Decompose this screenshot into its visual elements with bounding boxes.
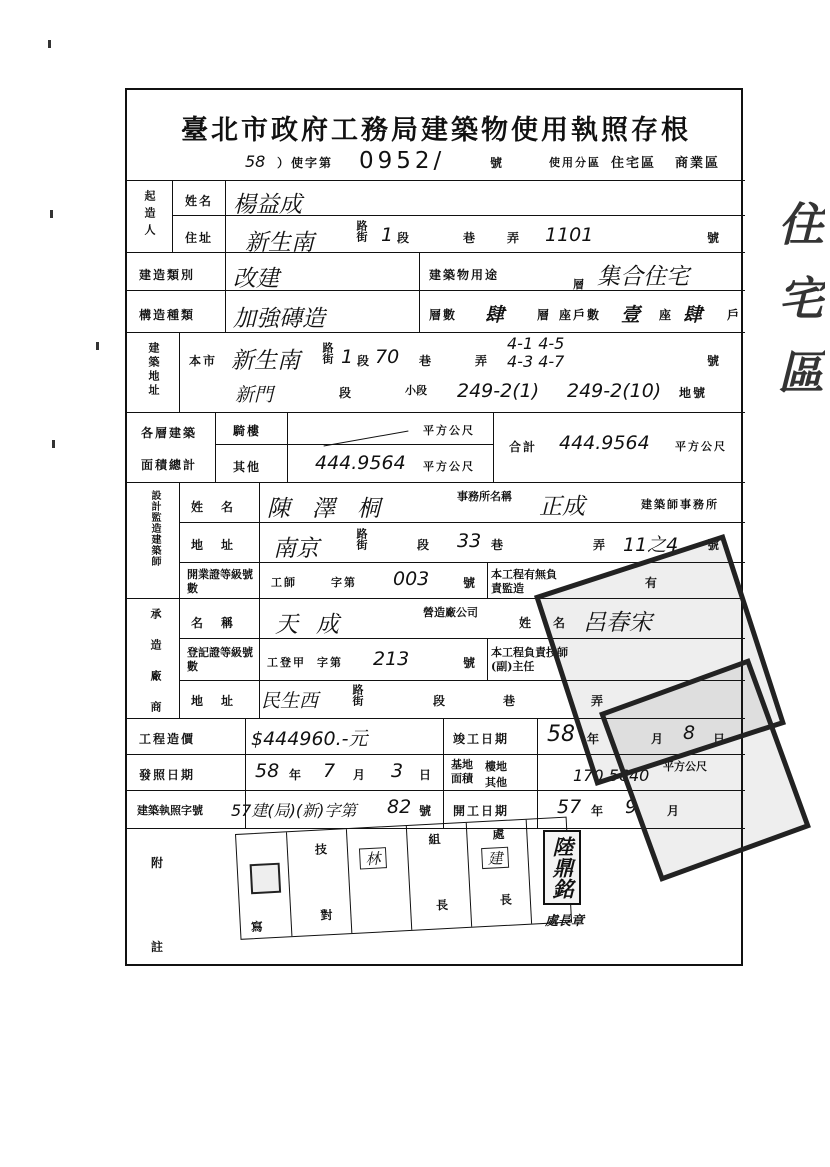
rule-v [443,718,444,828]
scan-speck [96,342,99,350]
total-unit: 平方公尺 [675,440,727,453]
contractor-road-label: 路街 [351,684,364,706]
area-group-label-1: 各層建築 [141,426,198,440]
form-title: 臺北市政府工務局建築物使用執照存根 [181,115,691,146]
sig-clerk: 寫 [250,919,266,935]
seat-unit: 座 [659,308,674,322]
notes-label-bottom: 註 [151,940,166,954]
architect-road-label: 路街 [355,528,368,550]
owner-name: 楊益成 [233,192,302,218]
contractor-addr-label: 地址 [191,694,252,708]
start-year-label: 年 [591,804,606,818]
architect-lane-label: 巷 [491,538,506,552]
cost-label: 工程造價 [139,732,196,746]
zone-label: 使用分區 [549,156,601,169]
permit-no-value: 82 [387,796,412,818]
site-section: 1 [341,346,354,368]
contractor-alley-label: 弄 [591,694,606,708]
supervise-label: 本工程有無負責監造 [491,568,557,595]
rule-v [179,332,180,412]
permit-word: ）使字第 [277,156,334,170]
director-seal-label: 處長章 [545,914,585,929]
complete-year: 58 [547,722,575,747]
owner-section-label: 段 [397,231,412,245]
owner-addr-street: 新生南 [245,230,314,256]
start-label: 開工日期 [453,804,510,818]
owner-road-label: 路街 [355,220,368,242]
contractor-person: 呂春宋 [583,610,652,636]
rule-v [225,252,226,332]
issue-month-label: 月 [353,768,368,782]
sig-reviewer: 技 [314,842,330,857]
contractor-name: 天成 [275,612,357,638]
type-label: 建造類別 [139,268,196,282]
other-label: 其他 [233,460,262,474]
reg-suffix: 號 [463,656,478,670]
engineer-label: 本工程負責技師(副)主任 [491,646,568,673]
household-unit: 戶 [727,308,742,322]
permit-suffix: 號 [490,156,505,170]
contractor-section-label: 段 [433,694,448,708]
rule-v [287,412,288,482]
zone-residential: 住宅區 [611,156,657,171]
rule-v [179,482,180,718]
owner-number: 1101 [545,224,594,246]
sig-col [466,823,472,927]
base-label: 基地面積 [451,758,473,785]
rule-v [493,412,494,482]
area-group-label-2: 面積總計 [141,458,198,472]
rule-v [215,412,216,482]
architect-name-label: 姓名 [191,500,252,514]
license-suffix: 號 [463,576,478,590]
reg-prefix: 工登甲 [267,656,306,669]
reg-no: 213 [373,648,410,670]
office-label: 事務所名稱 [457,490,512,503]
sig-chief: 組 [428,832,443,847]
seal-small [250,863,282,895]
issue-year-label: 年 [289,768,304,782]
site-numbers: 4-1 4-5 [507,334,565,353]
site-lot-1: 249-2(1) [457,380,540,402]
right-edge-text: 住宅區 [771,200,825,422]
struct-label: 構造種類 [139,308,196,322]
scan-speck [50,210,53,218]
sig-head-sign: 長 [499,892,515,908]
rule-v [172,180,173,252]
site-district-section: 段 [339,386,354,400]
reg-word: 字第 [317,656,343,669]
owner-group-label: 起造人 [143,190,156,241]
permit-no-suffix: 號 [419,804,434,818]
sig-reviewer-sign: 對 [320,907,335,923]
units-value-2: 肆 [683,304,703,326]
license-prefix: 工師 [271,576,297,589]
architect-section-label: 段 [417,538,432,552]
rule [127,332,745,333]
site-area-unit: 平方公尺 [663,760,707,773]
start-month-label: 月 [667,804,682,818]
rule-v [419,252,420,332]
units-label: 座戶數 [559,308,602,322]
complete-month-label: 月 [651,732,666,746]
architect-alley-label: 弄 [593,538,608,552]
scan-speck [48,40,51,48]
sig-col [406,826,412,930]
company-label: 營造廠公司 [423,606,478,619]
owner-no-label: 號 [707,231,722,245]
rule [127,412,745,413]
use-value: 集合住宅 [597,264,689,290]
start-year: 57 [557,796,582,818]
floors-value: 肆 [485,304,505,326]
license-no: 003 [393,568,430,590]
architect-name: 陳澤桐 [267,496,402,522]
sig-chief-sign: 長 [435,897,451,913]
site-lot-2: 249-2(10) [567,380,662,402]
permit-label: 建築執照字號 [137,804,203,817]
office-suffix: 建築師事務所 [641,498,719,511]
rule [127,180,745,181]
arcade-unit: 平方公尺 [423,424,475,437]
director-seal: 陸鼎銘 [543,830,581,905]
notes-label-top: 附 [151,856,166,870]
sig-col [286,832,292,936]
owner-alley-label: 弄 [507,231,522,245]
site-lot-label: 地號 [679,386,708,400]
total-label: 合計 [509,440,538,454]
site-road-label: 路街 [321,342,334,364]
architect-group-label: 設計監造建築師 [149,490,160,567]
site-numbers-b: 4-3 4-7 [507,352,565,371]
issue-day: 3 [391,760,404,782]
sig-col [346,829,352,933]
floor-unit: 層 [537,308,552,322]
issue-day-label: 日 [419,768,434,782]
signature-table [235,817,572,940]
issue-year: 58 [255,760,280,782]
other-unit: 平方公尺 [423,460,475,473]
architect-no-label: 號 [707,538,722,552]
site-lane-label: 巷 [419,354,434,368]
seal-2: 建 [481,847,509,869]
contractor-addr-street: 民生西 [261,690,319,712]
contractor-lane-label: 巷 [503,694,518,708]
site-city-label: 本市 [189,354,218,368]
architect-addr-label: 地址 [191,538,252,552]
license-label: 開業證等級號數 [187,568,253,595]
permit-prefix: 58 [245,152,266,171]
zone-commercial: 商業區 [675,156,721,171]
issue-month: 7 [323,760,336,782]
reg-label: 登記證等級號數 [187,646,253,673]
contractor-group-label: 承造廠商 [149,608,162,732]
rule-v [487,562,488,598]
rule-v [259,482,260,718]
site-no-label: 號 [707,354,722,368]
contractor-person-label: 姓名 [519,616,588,630]
site-street: 新生南 [231,348,300,374]
complete-day-label: 日 [713,732,728,746]
issue-label: 發照日期 [139,768,196,782]
floors-label: 層數 [429,308,458,322]
scan-speck [52,440,55,448]
permit-number: 0952/ [359,148,446,174]
site-district: 新門 [235,384,274,406]
rule-v [487,638,488,680]
site-group-label: 建築地址 [147,342,160,398]
other-value: 444.9564 [315,452,406,474]
site-subsection: 小段 [405,384,427,397]
owner-lane-label: 巷 [463,231,478,245]
sig-head: 處 [492,826,507,842]
site-lane: 70 [375,346,400,368]
type-value: 改建 [233,266,279,292]
rule-v [225,180,226,252]
seal-1: 林 [359,847,387,869]
owner-section: 1 [381,224,394,246]
struct-value: 加強磚造 [233,306,325,332]
supervise-value: 有 [645,576,660,590]
total-value: 444.9564 [559,432,650,454]
site-alley-label: 弄 [475,354,490,368]
building-area-label: 樓地 [485,760,507,773]
architect-no: 11之4 [623,534,679,556]
architect-lane: 33 [457,530,482,552]
start-month: 9 [625,796,638,818]
owner-name-label: 姓名 [185,194,214,208]
units-value: 壹 [621,304,641,326]
office-value: 正成 [539,494,585,520]
site-section-label: 段 [357,354,372,368]
rule [127,482,745,483]
permit-value: 57建(局)(新)字第 [231,801,357,820]
use-floor-label: 層 [573,278,584,291]
rule-v [537,718,538,828]
license-word: 字第 [331,576,357,589]
sig-col [526,820,532,924]
other-area-label: 其他 [485,776,507,789]
site-area-value: 170.5640 [573,766,650,785]
use-label: 建築物用途 [429,268,500,282]
arcade-label: 騎樓 [233,424,262,438]
complete-day: 8 [683,722,696,744]
rule [215,444,493,445]
owner-addr-label: 住址 [185,231,214,245]
complete-label: 竣工日期 [453,732,510,746]
architect-addr-street: 南京 [273,536,319,562]
complete-year-label: 年 [587,732,602,746]
rule [179,522,745,523]
contractor-name-label: 名稱 [191,616,252,630]
rule [127,252,745,253]
cost-value: $444960.-元 [251,728,368,750]
